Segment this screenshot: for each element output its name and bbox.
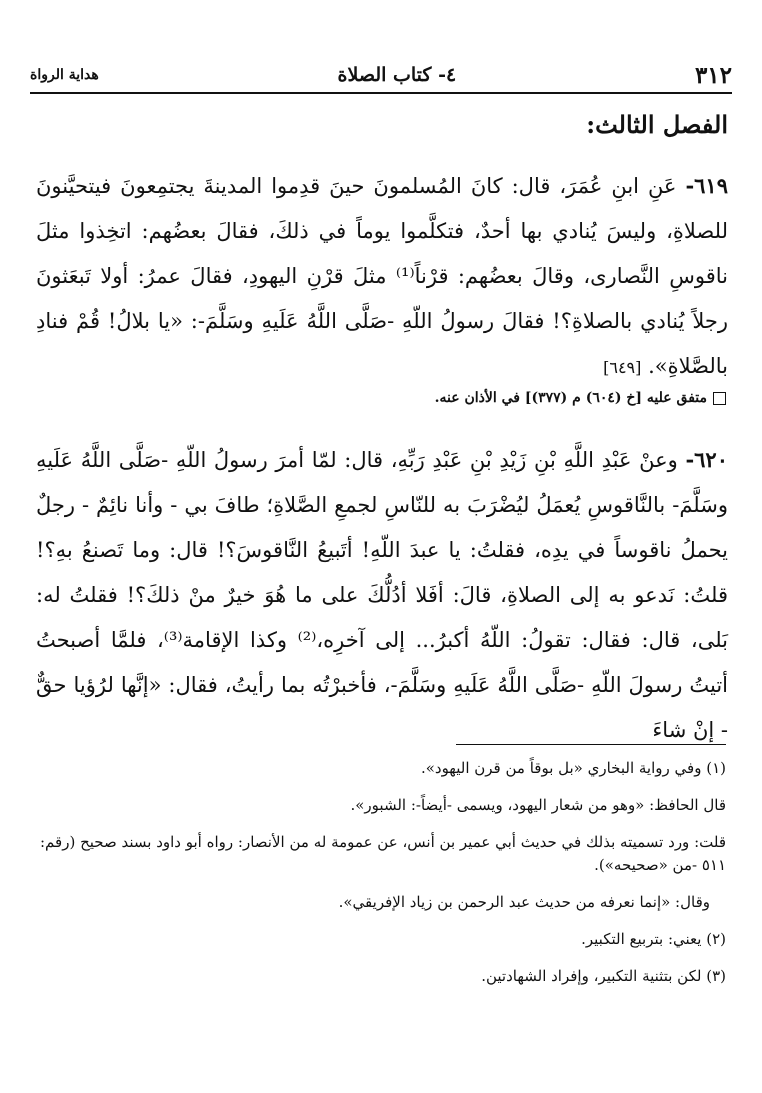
footnote-1-quote: وقال: «إنما نعرفه من حديث عبد الرحمن بن زياد الإفريقي». — [338, 893, 710, 911]
hadith-reference: [٦٤٩] — [603, 358, 642, 377]
section-title: الفصل الثالث: — [586, 110, 728, 139]
hadith-text: عَنِ ابنِ عُمَرَ، قال: كانَ المُسلمونَ حينَ قدِموا المدينةَ يجتمِعونَ فيتحيَّنونَ للصلاةِ، وليسَ يُنادي بها أحدٌ، فتكلَّموا يوماً في ذلكَ، فقالَ بعضُهم: اتخِذوا مثلَ ناقوسِ النَّصارى، وقالَ بعضُهم: قرْناً⁽¹⁾ مثلَ قرْنِ اليهودِ، فقالَ عمرُ: أولا تَبعَثونَ رجلاً يُنادي بالصلاةِ؟! فقالَ رسولُ اللّهِ -صَلَّى اللَّهُ عَلَيهِ وسَلَّمَ-: «يا بلالُ! قُمْ فنادِ بالصَّلاةِ». — [36, 174, 729, 378]
hadith-619 — [36, 163, 728, 390]
footnote-2: (٢) يعني: بتربيع التكبير. — [581, 930, 726, 948]
footnote-1-note: قلت: ورد تسميته بذلك في حديث أبي عمير بن أنس، عن عمومة له من الأنصار: رواه أبو داود بسند صحيح (رقم: ٥١١ -من «صحيحه»). — [40, 833, 726, 874]
footnote-1-comment: قال الحافظ: «وهو من شعار اليهود، ويسمى -أيضاً-: الشبور». — [350, 796, 726, 814]
hadith-620 — [36, 437, 728, 753]
footnote-1: (١) وفي رواية البخاري «بل بوقاً من قرن اليهود». — [420, 759, 726, 777]
running-header — [30, 58, 732, 94]
source-note-text: متفق عليه [خ (٦٠٤) م (٣٧٧)] في الأذان عنه. — [434, 390, 707, 406]
footnote-divider — [456, 744, 726, 745]
source-note — [435, 390, 726, 406]
footnotes — [40, 757, 726, 1002]
hadith-number: ٦١٩- — [685, 173, 728, 198]
hadith-text: وعنْ عَبْدِ اللَّهِ بْنِ زَيْدِ بْنِ عَبْدِ رَبِّهِ، قال: لمّا أمرَ رسولُ اللّهِ -صَلَّى اللَّهُ عَلَيهِ وسَلَّمَ- بالنَّاقوسِ يُعمَلُ ليُضْرَبَ به للنّاسِ لجمعِ الصَّلاةِ؛ طافَ بي - وأنا نائِمٌ - رجلٌ يحملُ ناقوساً في يدِه، فقلتُ: يا عبدَ اللّهِ! أتَبيعُ النَّاقوسَ؟! قال: وما تَصنعُ بهِ؟! قلتُ: نَدعو به إلى الصلاةِ، قالَ: أفَلا أدُلُّكَ على ما هُوَ خيرٌ منْ ذلكَ؟! فقلتُ له: بَلى، قال: فقال: تقولُ: اللّهُ أكبرُ... إلى آخرِه،⁽²⁾ وكذا الإقامة⁽³⁾، فلمَّا أصبحتُ أتيتُ رسولَ اللّهِ -صَلَّى اللَّهُ عَلَيهِ وسَلَّمَ-، فأخبرْتُه بما رأيتُ، فقال: «إنَّها لرُؤيا حقٌّ - إنْ شاءَ — [36, 448, 729, 742]
footnote-3: (٣) لكن بتثنية التكبير، وإفراد الشهادتين. — [481, 967, 726, 985]
page-number: ٣١٢ — [694, 61, 732, 89]
square-bullet-icon — [713, 392, 726, 405]
hadith-number: ٦٢٠- — [685, 447, 728, 472]
chapter-title: ٤- كتاب الصلاة — [337, 64, 457, 86]
book-title: هداية الرواة — [30, 67, 99, 83]
